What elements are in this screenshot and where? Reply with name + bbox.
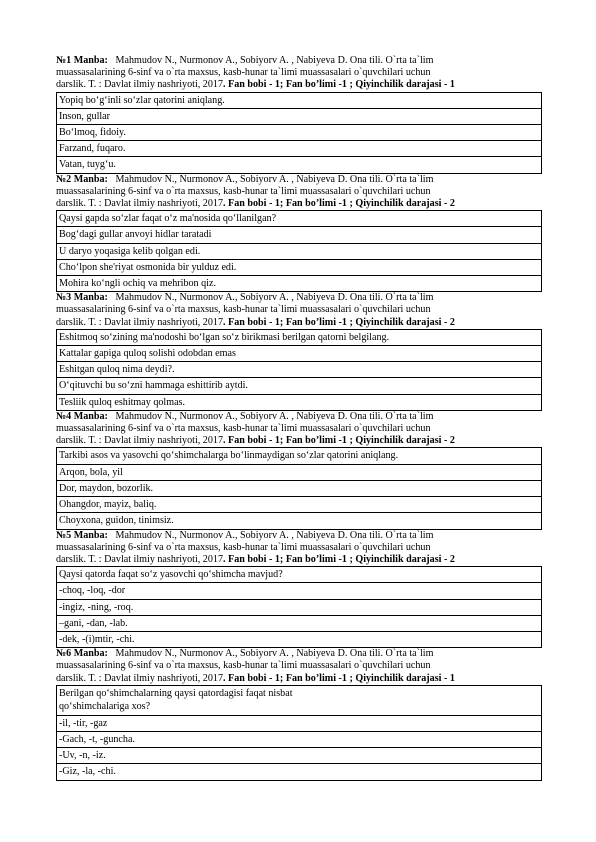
question-block-6	[56, 648, 542, 780]
question-text: Eshitmoq so‘zining ma'nodoshi bo‘lgan so‘z birikmasi berilgan qatorni belgilang.	[57, 329, 542, 345]
source-line: darslik. T. : Davlat ilmiy nashriyoti, 2017	[56, 79, 223, 91]
source-line: darslik. T. : Davlat ilmiy nashriyoti, 2017	[56, 198, 223, 210]
source-citation	[56, 530, 542, 567]
answer-option: Farzand, fuqaro.	[57, 141, 542, 157]
answer-option: Vatan, tuyg‘u.	[57, 157, 542, 173]
answer-option: -ingiz, -ning, -roq.	[57, 599, 542, 615]
answer-option: U daryo yoqasiga kelib qolgan edi.	[57, 243, 542, 259]
source-line: Mahmudov N., Nurmonov A., Sobiyorv A. , Nabiyeva D. Ona tili. O`rta ta`lim	[115, 55, 434, 66]
source-line: Mahmudov N., Nurmonov A., Sobiyorv A. , Nabiyeva D. Ona tili. O`rta ta`lim	[115, 648, 434, 660]
question-table	[56, 447, 542, 529]
answer-option: -Gach, -t, -guncha.	[57, 731, 542, 747]
source-line: muassasalarining 6-sinf va o`rta maxsus, kasb-hunar ta`limi muassasalari o`quvchilari uchun	[56, 67, 431, 79]
item-number: №4 Manba:	[56, 410, 108, 422]
source-line: muassasalarining 6-sinf va o`rta maxsus, kasb-hunar ta`limi muassasalari o`quvchilari uchun	[56, 660, 431, 672]
source-citation	[56, 55, 542, 92]
item-number: №2 Manba:	[56, 173, 108, 185]
question-block-3	[56, 292, 542, 411]
source-line: Mahmudov N., Nurmonov A., Sobiyorv A. , Nabiyeva D. Ona tili. O`rta ta`lim	[115, 410, 434, 422]
item-meta: . Fan bobi - 1; Fan bo’limi -1 ; Qiyinchilik darajasi - 2	[223, 435, 455, 447]
source-citation	[56, 648, 542, 685]
item-meta: . Fan bobi - 1; Fan bo’limi -1 ; Qiyinchilik darajasi - 2	[223, 316, 455, 328]
answer-option: Choyxona, guidon, tinimsiz.	[57, 513, 542, 529]
source-line: darslik. T. : Davlat ilmiy nashriyoti, 2017	[56, 435, 223, 447]
answer-option: –gani, -dan, -lab.	[57, 615, 542, 631]
answer-option: -Giz, -la, -chi.	[57, 764, 542, 780]
question-block-1	[56, 55, 542, 174]
question-text: Qaysi qatorda faqat so‘z yasovchi qo‘shimcha mavjud?	[57, 567, 542, 583]
answer-option: -Uv, -n, -iz.	[57, 748, 542, 764]
source-line: muassasalarining 6-sinf va o`rta maxsus, kasb-hunar ta`limi muassasalari o`quvchilari uchun	[56, 541, 431, 553]
answer-option: Bog‘dagi gullar anvoyi hidlar taratadi	[57, 227, 542, 243]
item-number: №1 Manba:	[56, 55, 108, 66]
answer-option: Arqon, bola, yil	[57, 464, 542, 480]
item-meta: . Fan bobi - 1; Fan bo’limi -1 ; Qiyinchilik darajasi - 2	[223, 553, 455, 565]
item-number: №3 Manba:	[56, 292, 108, 304]
item-meta: . Fan bobi - 1; Fan bo’limi -1 ; Qiyinchilik darajasi - 1	[223, 79, 455, 91]
question-block-2	[56, 174, 542, 293]
answer-option: -choq, -loq, -dor	[57, 583, 542, 599]
question-table	[56, 210, 542, 292]
item-meta: . Fan bobi - 1; Fan bo’limi -1 ; Qiyinchilik darajasi - 1	[223, 672, 455, 684]
question-text: Tarkibi asos va yasovchi qo‘shimchalarga bo‘linmaydigan so‘zlar qatorini aniqlang.	[57, 448, 542, 464]
source-line: darslik. T. : Davlat ilmiy nashriyoti, 2017	[56, 553, 223, 565]
question-text: Yopiq bo‘g‘inli so‘zlar qatorini aniqlang.	[57, 92, 542, 108]
source-line: Mahmudov N., Nurmonov A., Sobiyorv A. , Nabiyeva D. Ona tili. O`rta ta`lim	[115, 292, 434, 304]
source-citation	[56, 174, 542, 211]
answer-option: Mohira ko‘ngli ochiq va mehribon qiz.	[57, 276, 542, 292]
answer-option: Cho‘lpon she'riyat osmonida bir yulduz edi.	[57, 259, 542, 275]
source-citation	[56, 411, 542, 448]
source-line: muassasalarining 6-sinf va o`rta maxsus, kasb-hunar ta`limi muassasalari o`quvchilari uchun	[56, 304, 431, 316]
source-line: darslik. T. : Davlat ilmiy nashriyoti, 2017	[56, 316, 223, 328]
source-line: muassasalarining 6-sinf va o`rta maxsus, kasb-hunar ta`limi muassasalari o`quvchilari uchun	[56, 423, 431, 435]
answer-option: Bo‘lmoq, fidoiy.	[57, 125, 542, 141]
answer-option: Dor, maydon, bozorlik.	[57, 480, 542, 496]
answer-option: Eshitgan quloq nima deydi?.	[57, 362, 542, 378]
question-table	[56, 566, 542, 648]
source-line: Mahmudov N., Nurmonov A., Sobiyorv A. , Nabiyeva D. Ona tili. O`rta ta`lim	[115, 529, 434, 541]
question-text	[57, 685, 542, 715]
item-meta: . Fan bobi - 1; Fan bo’limi -1 ; Qiyinchilik darajasi - 2	[223, 198, 455, 210]
document-page	[56, 55, 542, 781]
answer-option: Tesliik quloq eshitmay qolmas.	[57, 394, 542, 410]
question-text: Qaysi gapda so‘zlar faqat o‘z ma'nosida qo‘llanilgan?	[57, 211, 542, 227]
item-number: №5 Manba:	[56, 529, 108, 541]
answer-option: Ohangdor, mayiz, baliq.	[57, 497, 542, 513]
source-line: darslik. T. : Davlat ilmiy nashriyoti, 2017	[56, 672, 223, 684]
answer-option: -dek, -(i)mtir, -chi.	[57, 631, 542, 647]
answer-option: Inson, gullar	[57, 108, 542, 124]
question-block-4	[56, 411, 542, 530]
question-table	[56, 685, 542, 781]
answer-option: Kattalar gapiga quloq solishi odobdan emas	[57, 346, 542, 362]
item-number: №6 Manba:	[56, 648, 108, 660]
question-block-5	[56, 530, 542, 649]
question-table	[56, 329, 542, 411]
question-table	[56, 92, 542, 174]
source-citation	[56, 292, 542, 329]
answer-option: O‘qituvchi bu so‘zni hammaga eshittirib aytdi.	[57, 378, 542, 394]
source-line: Mahmudov N., Nurmonov A., Sobiyorv A. , Nabiyeva D. Ona tili. O`rta ta`lim	[115, 173, 434, 185]
question-line: Berilgan qo‘shimchalarning qaysi qatordagisi faqat nisbat	[59, 687, 293, 699]
answer-option: -il, -tir, -gaz	[57, 715, 542, 731]
question-line: qo‘shimchalariga xos?	[59, 700, 151, 712]
source-line: muassasalarining 6-sinf va o`rta maxsus, kasb-hunar ta`limi muassasalari o`quvchilari uchun	[56, 185, 431, 197]
